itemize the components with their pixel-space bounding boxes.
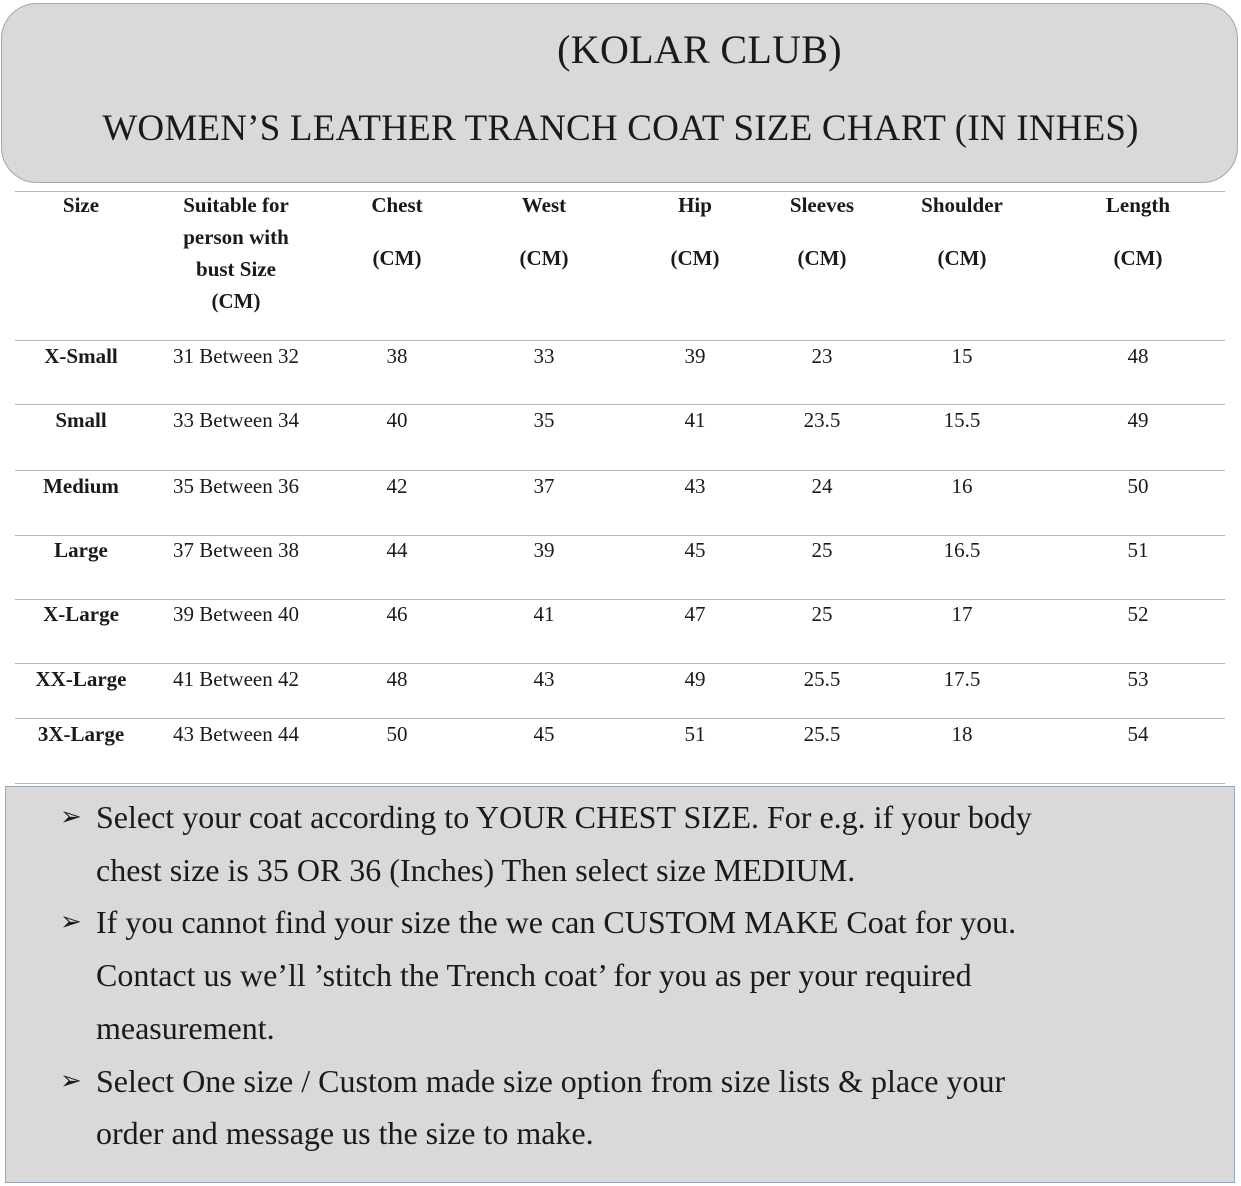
note-line: order and message us the size to make. (96, 1115, 594, 1151)
table-cell: 43 (684, 474, 706, 498)
table-cell: 18 (951, 722, 973, 746)
note-line: measurement. (96, 1010, 275, 1046)
size-label: X-Large (43, 602, 119, 626)
note-line: If you cannot find your size the we can CUSTOM MAKE Coat for you. (96, 904, 1017, 940)
column-unit: (CM) (937, 246, 987, 270)
table-cell: 25 (811, 538, 833, 562)
column-header: West (521, 193, 567, 217)
size-label: Medium (43, 474, 119, 498)
column-unit: (CM) (1113, 246, 1163, 270)
arrowhead-bullet-icon: ➢ (60, 1066, 82, 1095)
table-cell: 43 (533, 667, 555, 691)
size-label: Small (55, 408, 107, 432)
table-cell: 38 (386, 344, 408, 368)
brand-name: (KOLAR CLUB) (557, 27, 842, 72)
column-header: Length (1105, 193, 1171, 217)
table-cell: 31 Between 32 (173, 344, 299, 368)
size-label: 3X-Large (37, 722, 125, 746)
size-label: XX-Large (35, 667, 127, 691)
table-cell: 35 Between 36 (173, 474, 299, 498)
table-cell: 51 (684, 722, 706, 746)
table-cell: 23 (811, 344, 833, 368)
table-cell: 24 (811, 474, 833, 498)
size-label: X-Small (44, 344, 118, 368)
table-cell: 50 (1127, 474, 1149, 498)
column-header: Hip (678, 193, 712, 217)
column-unit: (CM) (797, 246, 847, 270)
table-cell: 54 (1127, 722, 1149, 746)
table-cell: 48 (386, 667, 408, 691)
table-cell: 39 Between 40 (173, 602, 299, 626)
column-header-line: person with (183, 225, 289, 249)
column-header: Size (62, 193, 100, 217)
table-cell: 35 (533, 408, 555, 432)
table-cell: 41 (533, 602, 555, 626)
table-cell: 15 (951, 344, 973, 368)
table-cell: 41 Between 42 (173, 667, 299, 691)
table-cell: 53 (1127, 667, 1149, 691)
table-cell: 15.5 (943, 408, 981, 432)
table-cell: 45 (684, 538, 706, 562)
table-cell: 39 (684, 344, 706, 368)
note-line: Contact us we’ll ’stitch the Trench coat’ for you as per your required (96, 957, 972, 993)
column-header-line: Suitable for (183, 193, 289, 217)
column-header: Chest (371, 193, 423, 217)
note-line: Select your coat according to YOUR CHEST SIZE. For e.g. if your body (96, 799, 1032, 835)
column-unit: (CM) (372, 246, 422, 270)
chart-title: WOMEN’S LEATHER TRANCH COAT SIZE CHART (IN INHES) (102, 108, 1139, 149)
table-cell: 48 (1127, 344, 1149, 368)
table-cell: 25 (811, 602, 833, 626)
table-cell: 42 (386, 474, 408, 498)
table-cell: 39 (533, 538, 555, 562)
table-cell: 37 (533, 474, 555, 498)
column-header-line: (CM) (211, 289, 261, 313)
table-cell: 52 (1127, 602, 1149, 626)
note-line: Select One size / Custom made size option from size lists & place your (96, 1063, 1006, 1099)
column-header: Shoulder (921, 193, 1003, 217)
table-cell: 50 (386, 722, 408, 746)
table-cell: 43 Between 44 (173, 722, 299, 746)
table-cell: 16 (951, 474, 973, 498)
column-header: Sleeves (789, 193, 855, 217)
size-label: Large (54, 538, 108, 562)
column-unit: (CM) (670, 246, 720, 270)
column-unit: (CM) (519, 246, 569, 270)
table-cell: 17.5 (943, 667, 981, 691)
table-cell: 49 (684, 667, 706, 691)
table-cell: 47 (684, 602, 706, 626)
table-cell: 37 Between 38 (173, 538, 299, 562)
table-cell: 25.5 (803, 722, 841, 746)
note-line: chest size is 35 OR 36 (Inches) Then select size MEDIUM. (96, 852, 856, 888)
arrowhead-bullet-icon: ➢ (60, 907, 82, 936)
header-panel (1, 3, 1238, 183)
table-cell: 16.5 (943, 538, 981, 562)
column-header-line: bust Size (196, 257, 276, 281)
table-cell: 41 (684, 408, 706, 432)
arrowhead-bullet-icon: ➢ (60, 802, 82, 831)
table-cell: 51 (1127, 538, 1149, 562)
table-cell: 23.5 (803, 408, 841, 432)
table-cell: 40 (386, 408, 408, 432)
table-cell: 17 (951, 602, 973, 626)
table-cell: 33 Between 34 (173, 408, 299, 432)
table-cell: 46 (386, 602, 408, 626)
table-cell: 44 (386, 538, 408, 562)
table-cell: 45 (533, 722, 555, 746)
table-cell: 33 (533, 344, 555, 368)
table-divider (15, 783, 1225, 784)
table-cell: 49 (1127, 408, 1149, 432)
table-cell: 25.5 (803, 667, 841, 691)
